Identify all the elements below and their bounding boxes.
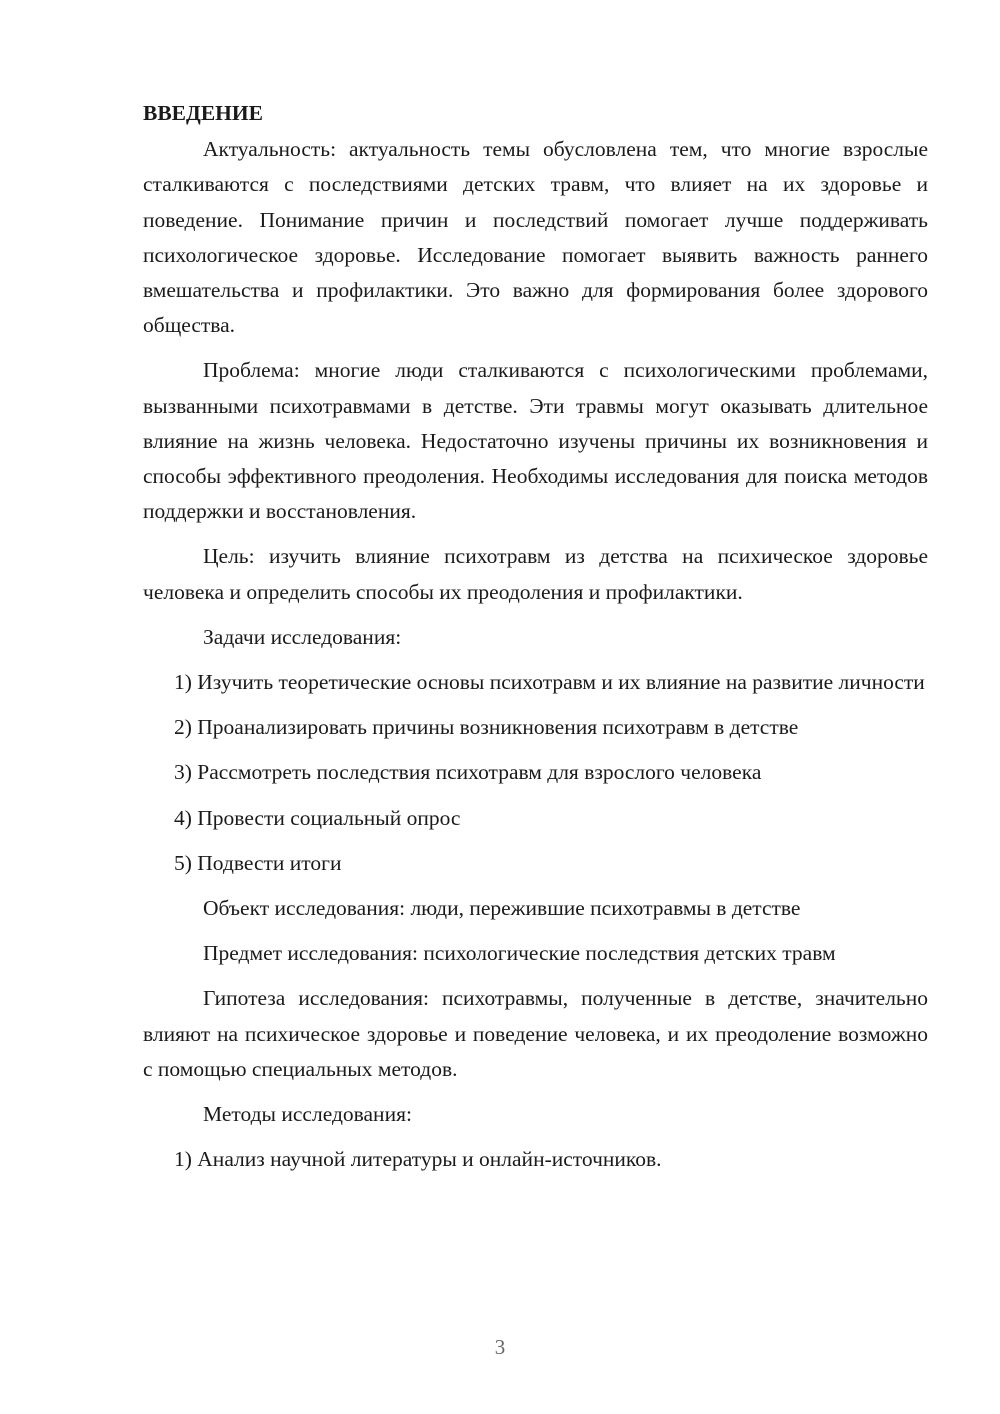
task-item-3: 3) Рассмотреть последствия психотравм для взрослого человека (174, 760, 762, 785)
task-item-2: 2) Проанализировать причины возникновения психотравм в детстве (174, 715, 799, 740)
task-item-1: 1) Изучить теоретические основы психотравм и их влияние на развитие личности (174, 670, 925, 695)
tasks-heading: Задачи исследования: (203, 624, 402, 649)
research-subject: Предмет исследования: психологические последствия детских травм (203, 941, 836, 966)
research-object: Объект исследования: люди, пережившие психотравмы в детстве (203, 896, 801, 921)
methods-heading: Методы исследования: (203, 1102, 412, 1127)
task-item-4: 4) Провести социальный опрос (174, 805, 461, 830)
paragraph-goal: Цель: изучить влияние психотравм из детства на психическое здоровье человека и определить способы их преодоления и профилактики. (143, 544, 928, 604)
research-hypothesis: Гипотеза исследования: психотравмы, полученные в детстве, значительно влияют на психическое здоровье и поведение человека, и их преодоление возможно с помощью специальных методов. (143, 986, 928, 1081)
document-title: ВВЕДЕНИЕ (143, 101, 263, 125)
task-item-5: 5) Подвести итоги (174, 850, 342, 875)
paragraph-problem: Проблема: многие люди сталкиваются с психологическими проблемами, вызванными психотравмами в детстве. Эти травмы могут оказывать длительное влияние на жизнь человека. Недостаточно изучены причины их возникновения и способы эффективного преодоления. Необходимы исследования для поиска методов поддержки и восстановления. (143, 358, 928, 524)
paragraph-relevance: Актуальность: актуальность темы обусловлена тем, что многие взрослые сталкиваются с последствиями детских травм, что влияет на их здоровье и поведение. Понимание причин и последствий помогает лучше поддерживать психологическое здоровье. Исследование помогает выявить важность раннего вмешательства и профилактики. Это важно для формирования более здорового общества. (143, 137, 928, 338)
page-number: 3 (494, 1335, 506, 1359)
method-item-1: 1) Анализ научной литературы и онлайн-источников. (174, 1147, 662, 1172)
document-page (143, 96, 928, 1177)
